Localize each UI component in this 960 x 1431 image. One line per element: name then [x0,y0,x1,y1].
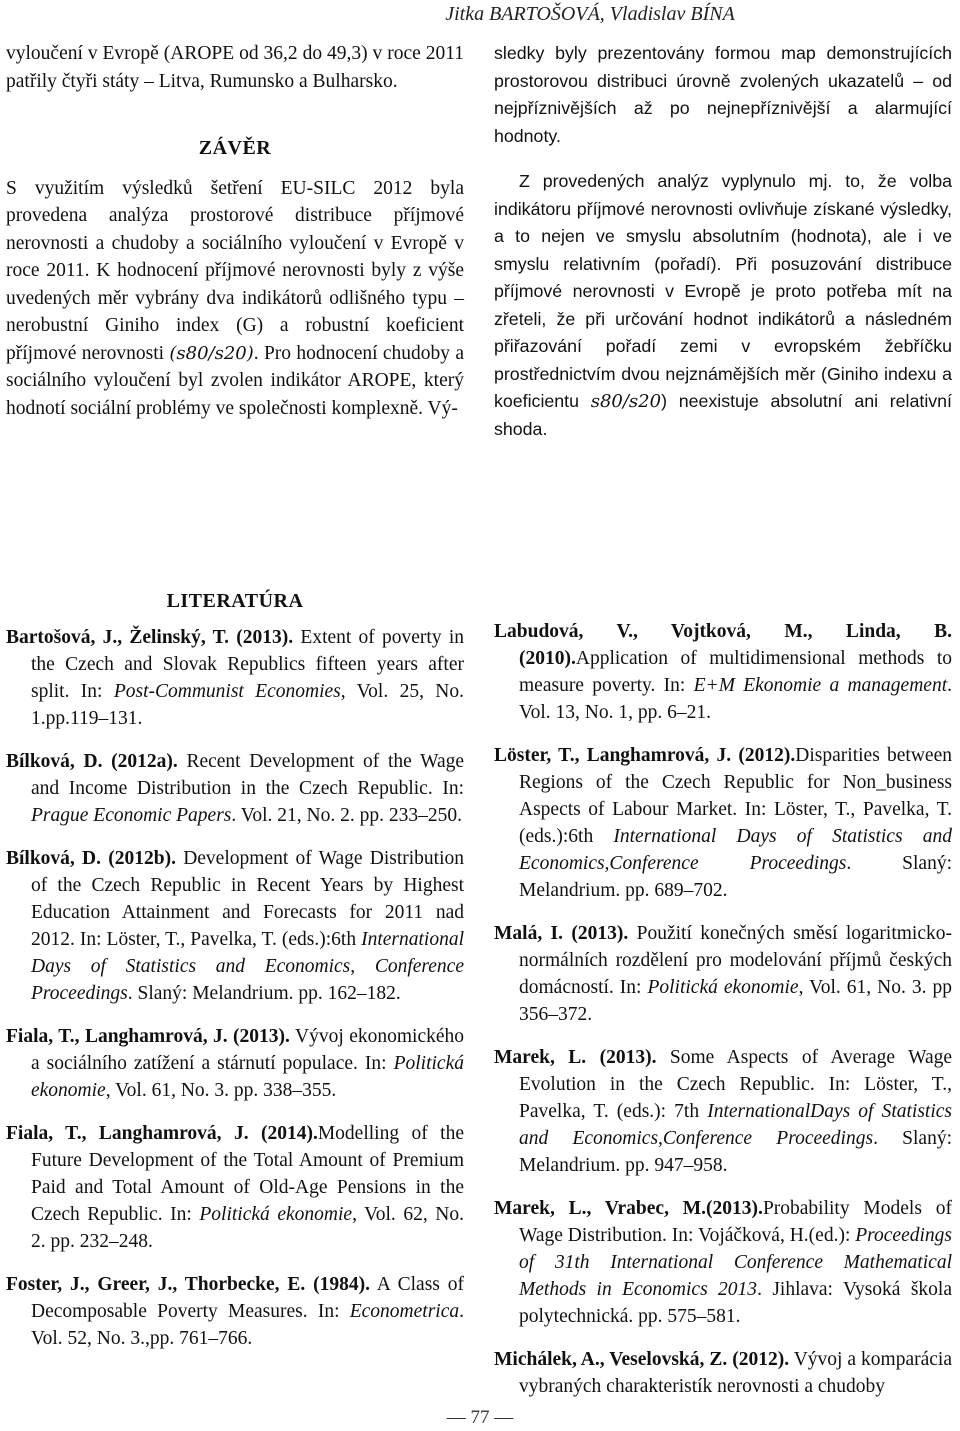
reference-authors: Fiala, T., Langhamrová, J. (2014). [6,1123,318,1144]
findings-text: Z provedených analýz vyplynulo mj. to, že volba indikátoru příjmové nerovnosti ovlivňuje získané výsledky, a to nejen ve smyslu absolutním (hodnota), ale i ve smyslu relativním (pořadí). Při posuzování distribuce příjmové nerovnosti v Evropě je proto potřeba mít na zřeteli, že při určování hodnot indikátorů a následném přiřazování pořadí zemi v evropském žebříčku prostřednictvím dvou nejznámějších měr (Giniho indexu a koeficientu [494,171,952,411]
reference-entry [494,1044,952,1179]
math-ratio-right: s80/s20 [590,391,662,412]
reference-text: Application of multidimensional methods to measure poverty. In: [519,648,952,696]
reference-details: . Slaný: Melandrium. pp. 162–182. [127,983,401,1004]
reference-entry [6,1023,464,1104]
reference-authors: Labudová, V., Vojtková, M., Linda, B.(2010). [494,621,952,669]
reference-authors: Bartošová, J., Želinský, T. (2013). [6,627,294,648]
math-ratio: (s80/s20) [169,342,254,364]
reference-source: Politická ekonomie [199,1204,353,1225]
conclusion-paragraph [6,175,464,423]
reference-authors: Malá, I. (2013). [494,923,629,944]
reference-entry [494,920,952,1028]
reference-text: Probability Models of Wage Distribution. In: Vojáčková, H.(ed.): [519,1198,952,1246]
reference-text: Vývoj a komparácia vybraných charakteristík nerovnosti a chudoby [519,1349,952,1397]
reference-source: Politická ekonomie [647,977,799,998]
reference-text: Modelling of the Future Development of the Total Amount of Premium Paid and Total Amount of Old-Age Pensions in the Czech Republic. In: [31,1123,464,1225]
reference-source: Econometrica [349,1301,460,1322]
reference-source: Proceedings of 31th International Conference Mathematical Methods in Economics 2013 [519,1225,952,1300]
results-paragraph: sledky byly prezentovány formou map demonstrujících prostorovou distribuci úrovně zvolených ukazatelů – od nejpříznivějších až po nejnepříznivější a alarmující hodnoty. [494,43,952,146]
reference-entry [6,845,464,1007]
reference-details: , Vol. 61, No. 3. pp. 338–355. [105,1080,337,1101]
reference-entry [6,1271,464,1352]
reference-details: , Vol. 61, No. 3. pp 356–372. [519,977,952,1025]
reference-entry [494,742,952,904]
reference-details: , Vol. 25, No. 1.pp.119–131. [31,681,464,729]
reference-text: Disparities between Regions of the Czech Republic for Non_business Aspects of Labour Market. In: Löster, T., Pavelka, T. (eds.):6th [519,745,952,847]
reference-text: Vývoj ekonomického a sociálního zatížení a stárnutí populace. In: [31,1026,465,1074]
reference-entry [494,1346,952,1400]
reference-text: Some Aspects of Average Wage Evolution in the Czech Republic. In: Löster, T., Pavelka, T. (eds.): 7th [519,1047,952,1122]
reference-details: . Vol. 13, No. 1, pp. 6–21. [519,675,952,723]
reference-authors: Bílková, D. (2012a). [6,751,178,772]
reference-source: Politická ekonomie [31,1053,464,1101]
reference-authors: Marek, L. (2013). [494,1047,657,1068]
conclusion-text: S využitím výsledků šetření EU-SILC 2012 byla provedena analýza prostorové distribuce příjmové nerovnosti a chudoby a sociálního vyloučení v Evropě v roce 2011. K hodnocení příjmové nerovnosti byly z výše uvedených měr vybrány dva indikátorů odlišného typu – nerobustní Giniho index (G) a robustní koeficient příjmové nerovnosti [6,177,464,364]
reference-source: Post-Communist Economies [113,681,341,702]
reference-entry [6,748,464,829]
reference-text: Development of Wage Distribution of the Czech Republic in Recent Years by Highest Education Attainment and Forecasts for 2011 nad 2012. In: Löster, T., Pavelka, T. (eds.):6th [31,848,464,950]
reference-details: , Vol. 62, No. 2. pp. 232–248. [31,1204,464,1252]
reference-authors: Michálek, A., Veselovská, Z. (2012). [494,1349,790,1370]
reference-details: . Slaný: Melandrium. pp. 689–702. [519,853,952,901]
reference-source: Prague Economic Papers [31,805,232,826]
reference-entry [494,1195,952,1330]
conclusion-heading: ZÁVĚR [198,137,272,159]
findings-text-end: ) neexistuje absolutní ani relativní shoda. [494,391,952,439]
reference-source: International Days of Statistics and Economics,Conference Proceedings [519,826,952,874]
reference-details: . Slaný: Melandrium. pp. 947–958. [519,1128,953,1176]
reference-entry [6,624,464,732]
reference-text: A Class of Decomposable Poverty Measures. In: [31,1274,464,1322]
references-right [494,618,952,1416]
reference-source: InternationalDays of Statistics and Economics,Conference Proceedings [519,1101,953,1149]
findings-paragraph [494,168,952,443]
reference-entry [6,1120,464,1255]
reference-source: E+M Ekonomie a management [693,675,948,696]
intro-paragraph: vyloučení v Evropě (AROPE od 36,2 do 49,3) v roce 2011 patřily čtyři státy – Litva, Rumunsko a Bulharsko. [6,43,464,92]
reference-authors: Marek, L., Vrabec, M.(2013). [494,1198,763,1219]
reference-text: Použití konečných směsí logaritmicko-normálních rozdělení pro modelování příjmů českých domácností. In: [519,923,952,998]
reference-details: . Vol. 52, No. 3.,pp. 761–766. [31,1301,464,1349]
reference-authors: Bílková, D. (2012b). [6,848,176,869]
reference-details: . Vol. 21, No. 2. pp. 233–250. [231,805,462,826]
reference-text: Recent Development of the Wage and Income Distribution in the Czech Republic. In: [31,751,464,799]
reference-source: International Days of Statistics and Economics, Conference Proceedings [31,929,464,1004]
running-head: Jitka BARTOŠOVÁ, Vladislav BÍNA [445,3,735,25]
page-number: — 77 — [446,1407,514,1428]
literature-heading: LITERATÚRA [166,590,304,612]
conclusion-text-end: . Pro hodnocení chudoby a sociálního vyloučení byl zvolen indikátor AROPE, který hodnotí sociální problémy ve společnosti komplexně. Vý- [6,342,464,419]
reference-entry [494,618,952,726]
right-column-body [494,40,952,443]
reference-authors: Fiala, T., Langhamrová, J. (2013). [6,1026,290,1047]
reference-text: Extent of poverty in the Czech and Slovak Republics fifteen years after split. In: [31,627,464,702]
reference-authors: Foster, J., Greer, J., Thorbecke, E. (1984). [6,1274,370,1295]
left-column-body [6,40,464,422]
references-left [6,624,464,1368]
reference-details: . Jihlava: Vysoká škola polytechnická. pp. 575–581. [519,1279,952,1327]
reference-authors: Löster, T., Langhamrová, J. (2012). [494,745,796,766]
literature-heading-wrap [6,590,464,613]
